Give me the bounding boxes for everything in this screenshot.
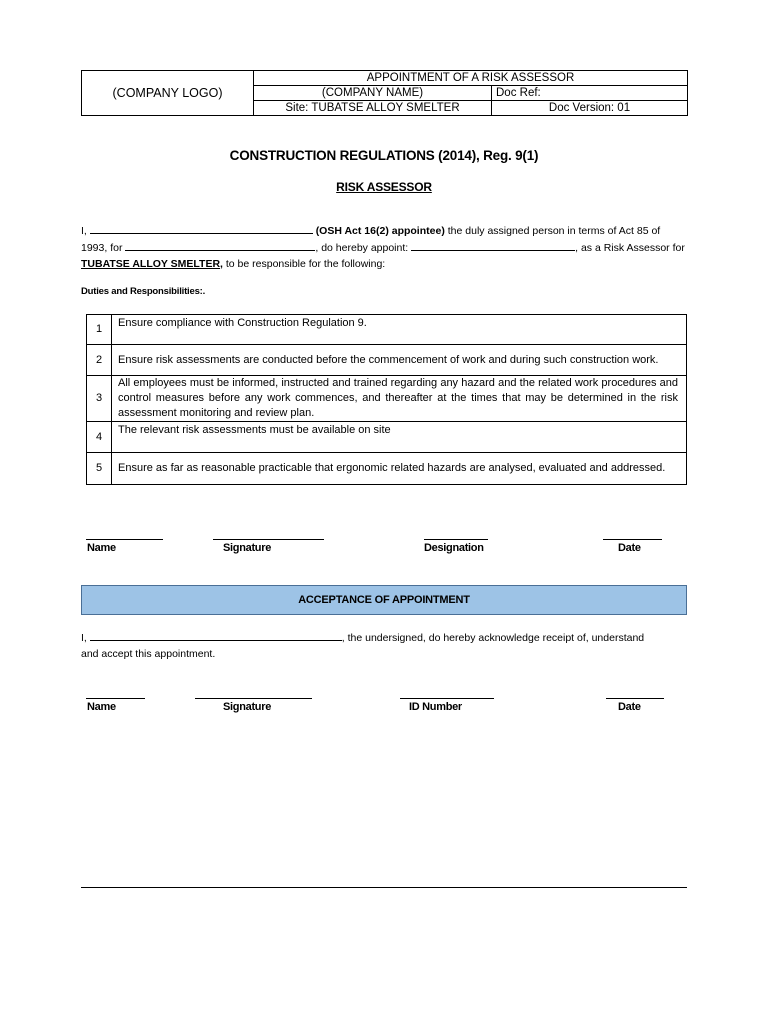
company-name-bold: TUBATSE ALLOY SMELTER, <box>81 258 223 270</box>
designation-label: Designation <box>424 542 484 554</box>
duty-number: 1 <box>87 315 112 345</box>
doc-ref: Doc Ref: <box>492 86 688 101</box>
doc-version: Doc Version: 01 <box>492 101 688 116</box>
acceptor-name-blank[interactable] <box>90 629 342 641</box>
site-name: Site: TUBATSE ALLOY SMELTER <box>254 101 492 116</box>
appointment-i: I, <box>81 225 87 237</box>
acceptance-paragraph <box>81 629 687 662</box>
duty-text: Ensure compliance with Construction Regulation 9. <box>112 315 687 345</box>
name-label: Name <box>87 542 116 554</box>
osh-appointee-label: (OSH Act 16(2) appointee) <box>315 225 445 237</box>
duty-row <box>87 376 687 422</box>
duty-text: Ensure as far as reasonable practicable that ergonomic related hazards are analysed, evaluated and addressed. <box>112 453 687 485</box>
acceptance-i: I, <box>81 632 87 644</box>
footer-rule <box>81 887 687 888</box>
appointment-text-5: to be responsible for the following: <box>225 258 386 270</box>
appointment-text-1: the duly assigned person in terms of Act 85 of <box>447 225 661 237</box>
acceptance-text-2: and accept this appointment. <box>81 648 216 660</box>
appointed-person-blank[interactable] <box>411 239 575 251</box>
acceptance-text-1: , the undersigned, do hereby acknowledge receipt of, understand <box>341 632 645 644</box>
acceptance-banner: ACCEPTANCE OF APPOINTMENT <box>81 585 687 615</box>
appointment-text-3: , do hereby appoint: <box>315 242 409 254</box>
appointment-text-4: , as a Risk Assessor for <box>575 242 685 254</box>
duty-text: All employees must be informed, instructed and trained regarding any hazard and the related work procedures and control measures before any work commences, and thereafter at the times that may be determined in the risk assessment monitoring and review plan. <box>112 376 687 422</box>
date-label: Date <box>618 701 641 713</box>
signature-line[interactable] <box>213 539 324 540</box>
name-label: Name <box>87 701 116 713</box>
duties-table <box>86 314 687 485</box>
duty-text: Ensure risk assessments are conducted before the commencement of work and during such construction work. <box>112 345 687 376</box>
duty-number: 2 <box>87 345 112 376</box>
duty-row <box>87 345 687 376</box>
duty-number: 4 <box>87 422 112 453</box>
signature-line[interactable] <box>195 698 312 699</box>
date-line[interactable] <box>606 698 664 699</box>
duty-row <box>87 315 687 345</box>
name-signature-line[interactable] <box>86 698 145 699</box>
document-title: APPOINTMENT OF A RISK ASSESSOR <box>254 71 688 86</box>
signature-label: Signature <box>223 701 272 713</box>
document-header-table <box>81 70 688 116</box>
duty-row <box>87 453 687 485</box>
duty-number: 5 <box>87 453 112 485</box>
appointment-paragraph <box>81 222 687 272</box>
date-label: Date <box>618 542 641 554</box>
date-line[interactable] <box>603 539 662 540</box>
signature-label: Signature <box>223 542 272 554</box>
employer-blank[interactable] <box>125 239 315 251</box>
page-subtitle: RISK ASSESSOR <box>336 180 432 194</box>
appointment-text-2: 1993, for <box>81 242 123 254</box>
duties-heading: Duties and Responsibilities:. <box>81 286 206 297</box>
id-number-line[interactable] <box>400 698 494 699</box>
company-logo-placeholder: (COMPANY LOGO) <box>82 71 254 116</box>
company-name: (COMPANY NAME) <box>254 86 492 101</box>
duty-text: The relevant risk assessments must be available on site <box>112 422 687 453</box>
appointee-name-blank[interactable] <box>90 222 313 234</box>
id-number-label: ID Number <box>409 701 462 713</box>
designation-line[interactable] <box>424 539 488 540</box>
page-title: CONSTRUCTION REGULATIONS (2014), Reg. 9(1) <box>229 148 539 163</box>
duty-number: 3 <box>87 376 112 422</box>
duty-row <box>87 422 687 453</box>
name-signature-line[interactable] <box>86 539 163 540</box>
